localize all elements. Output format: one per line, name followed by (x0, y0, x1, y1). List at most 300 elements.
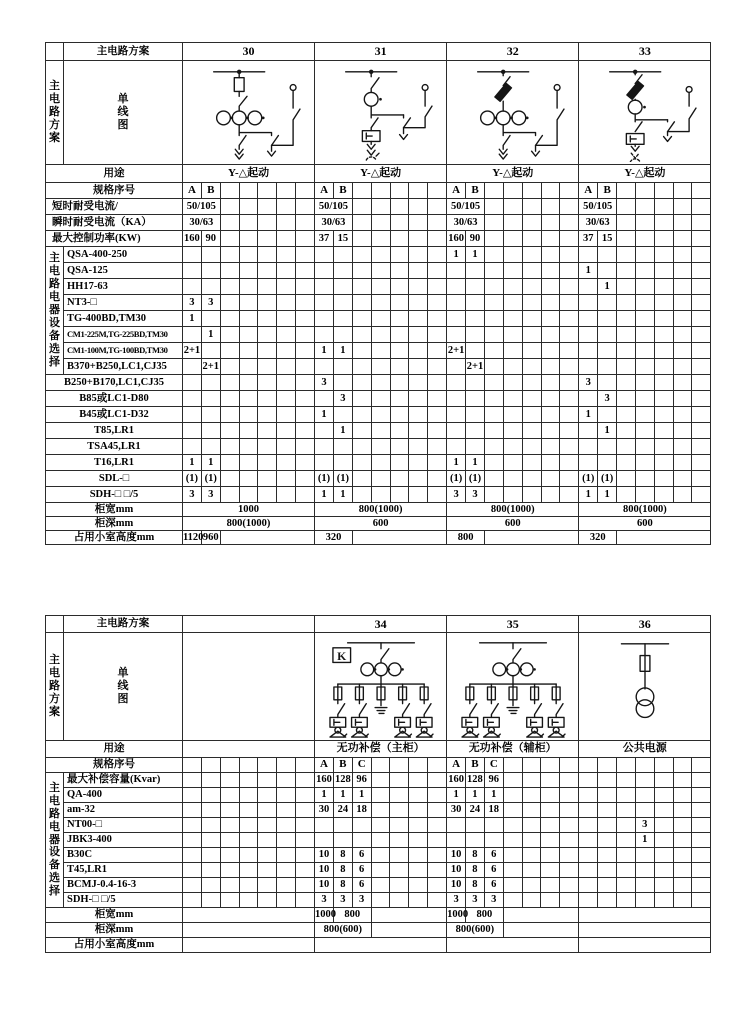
empty-cell (654, 183, 673, 199)
empty-cell (315, 279, 334, 295)
value-cell: 2+1 (466, 359, 485, 375)
empty-cell (579, 908, 711, 923)
empty-cell (333, 295, 352, 311)
row-label: am-32 (64, 803, 183, 818)
empty-cell (617, 359, 636, 375)
value-cell: 30/63 (183, 215, 221, 231)
empty-cell (503, 327, 522, 343)
empty-cell (239, 295, 258, 311)
empty-cell (598, 247, 617, 263)
empty-cell (296, 455, 315, 471)
empty-cell (579, 247, 598, 263)
empty-cell (183, 247, 202, 263)
row-label: B45或LC1-D32 (46, 407, 183, 423)
empty-cell (541, 863, 560, 878)
empty-cell (560, 327, 579, 343)
empty-cell (220, 863, 239, 878)
empty-cell (352, 471, 371, 487)
value-cell: C (352, 758, 371, 773)
value-cell: 800(1000) (447, 503, 579, 517)
empty-cell (352, 391, 371, 407)
value-cell: 1 (315, 487, 334, 503)
empty-cell (522, 375, 541, 391)
empty-cell (598, 893, 617, 908)
empty-cell (692, 263, 711, 279)
row-label: 柜宽mm (46, 503, 183, 517)
value-cell: 8 (466, 848, 485, 863)
empty-cell (617, 199, 636, 215)
empty-cell (258, 471, 277, 487)
empty-cell (277, 327, 296, 343)
empty-cell (258, 279, 277, 295)
empty-cell (390, 407, 409, 423)
empty-cell (466, 407, 485, 423)
empty-cell (183, 375, 202, 391)
empty-cell (617, 375, 636, 391)
empty-cell (522, 455, 541, 471)
value-cell: 15 (598, 231, 617, 247)
empty-cell (579, 279, 598, 295)
empty-cell (277, 439, 296, 455)
value-cell: 3 (315, 893, 334, 908)
empty-cell (409, 893, 428, 908)
empty-cell (560, 295, 579, 311)
empty-cell (371, 923, 447, 938)
row-label: T45,LR1 (64, 863, 183, 878)
empty-cell (503, 818, 522, 833)
empty-cell (352, 311, 371, 327)
empty-cell (541, 788, 560, 803)
empty-cell (560, 279, 579, 295)
empty-cell (541, 263, 560, 279)
empty-cell (409, 423, 428, 439)
empty-cell (541, 311, 560, 327)
empty-cell (315, 311, 334, 327)
row-label: 柜深mm (46, 517, 183, 531)
empty-cell (220, 215, 239, 231)
value-cell: 10 (447, 848, 466, 863)
empty-cell (296, 471, 315, 487)
value-cell: 1120 (183, 531, 204, 543)
empty-cell (277, 773, 296, 788)
empty-cell (503, 878, 522, 893)
empty-cell (541, 359, 560, 375)
empty-cell (277, 343, 296, 359)
value-cell: 1 (315, 407, 334, 423)
empty-cell (296, 407, 315, 423)
empty-cell (352, 247, 371, 263)
empty-cell (560, 893, 579, 908)
empty-cell (541, 487, 560, 503)
empty-cell (183, 788, 202, 803)
value-cell: 1 (333, 487, 352, 503)
diagram-cell-36 (579, 633, 711, 741)
empty-cell (220, 343, 239, 359)
empty-cell (692, 773, 711, 788)
empty-cell (352, 279, 371, 295)
value-cell: (1) (598, 471, 617, 487)
empty-cell (352, 343, 371, 359)
empty-cell (522, 758, 541, 773)
empty-cell (183, 908, 315, 923)
empty-cell (352, 833, 371, 848)
empty-cell (183, 833, 202, 848)
empty-cell (333, 439, 352, 455)
value-cell: 3 (333, 391, 352, 407)
empty-cell (654, 375, 673, 391)
empty-cell (258, 247, 277, 263)
empty-cell (692, 863, 711, 878)
value-cell: 30/63 (315, 215, 353, 231)
empty-cell (673, 423, 692, 439)
empty-cell (352, 295, 371, 311)
empty-cell (579, 391, 598, 407)
empty-cell (352, 423, 371, 439)
side-label-main-circuit-scheme (46, 61, 64, 165)
empty-cell (466, 343, 485, 359)
value-cell: 90 (466, 231, 485, 247)
empty-cell (239, 818, 258, 833)
empty-cell (654, 247, 673, 263)
empty-cell (371, 758, 390, 773)
empty-cell (484, 455, 503, 471)
empty-cell (522, 439, 541, 455)
side-label-equipment-selection (46, 773, 64, 908)
empty-cell (673, 439, 692, 455)
empty-cell (371, 788, 390, 803)
empty-cell (617, 531, 711, 545)
empty-cell (315, 833, 334, 848)
empty-cell (428, 327, 447, 343)
empty-cell (579, 923, 711, 938)
empty-cell (692, 359, 711, 375)
empty-cell (560, 439, 579, 455)
value-cell: 800 (333, 908, 371, 923)
empty-cell (522, 343, 541, 359)
empty-cell (239, 893, 258, 908)
single-line-diagram-36 (579, 635, 711, 739)
empty-cell (522, 818, 541, 833)
empty-cell (503, 848, 522, 863)
empty-cell (617, 455, 636, 471)
row-label: 瞬时耐受电流（KA） (46, 215, 183, 231)
empty-cell (466, 818, 485, 833)
empty-cell (673, 818, 692, 833)
empty-cell (258, 199, 277, 215)
empty-cell (333, 833, 352, 848)
empty-cell (409, 848, 428, 863)
value-cell: 8 (333, 863, 352, 878)
empty-cell (522, 231, 541, 247)
empty-cell (579, 818, 598, 833)
empty-cell (484, 199, 503, 215)
value-cell: 3 (333, 893, 352, 908)
empty-cell (654, 833, 673, 848)
empty-cell (371, 407, 390, 423)
empty-cell (315, 295, 334, 311)
empty-cell (371, 455, 390, 471)
empty-cell (239, 833, 258, 848)
empty-cell (258, 833, 277, 848)
empty-cell (598, 818, 617, 833)
empty-cell (201, 773, 220, 788)
empty-cell (692, 391, 711, 407)
empty-cell (390, 199, 409, 215)
empty-cell (692, 758, 711, 773)
empty-cell (239, 343, 258, 359)
empty-cell (428, 279, 447, 295)
empty-cell (390, 471, 409, 487)
empty-cell (522, 848, 541, 863)
empty-cell (447, 375, 466, 391)
empty-cell (315, 938, 447, 953)
value-cell: 18 (484, 803, 503, 818)
empty-cell (409, 343, 428, 359)
empty-cell (692, 487, 711, 503)
empty-cell (503, 788, 522, 803)
empty-cell (654, 215, 673, 231)
empty-cell (654, 423, 673, 439)
empty-cell (409, 295, 428, 311)
empty-cell (484, 247, 503, 263)
empty-cell (428, 407, 447, 423)
empty-cell (277, 215, 296, 231)
diagram-cell-32 (447, 61, 579, 165)
empty-cell (484, 327, 503, 343)
empty-cell (692, 818, 711, 833)
empty-cell (258, 391, 277, 407)
empty-cell (277, 848, 296, 863)
empty-cell (409, 407, 428, 423)
empty-cell (409, 247, 428, 263)
value-cell: B (598, 183, 617, 199)
empty-cell (201, 878, 220, 893)
empty-cell (560, 359, 579, 375)
empty-cell (258, 803, 277, 818)
empty-cell (447, 818, 466, 833)
value-cell: 1 (333, 788, 352, 803)
empty-cell (183, 803, 202, 818)
empty-cell (315, 263, 334, 279)
empty-cell (560, 215, 579, 231)
empty-cell (296, 343, 315, 359)
empty-cell (447, 833, 466, 848)
usage-row-label: 用途 (46, 741, 183, 758)
empty-cell (635, 247, 654, 263)
empty-cell (503, 908, 579, 923)
empty-cell (522, 247, 541, 263)
value-cell: 1 (598, 279, 617, 295)
row-label: 占用小室高度mm (46, 938, 183, 953)
empty-cell (503, 343, 522, 359)
empty-cell (616, 773, 635, 788)
empty-cell (692, 455, 711, 471)
empty-cell (390, 863, 409, 878)
empty-cell (560, 833, 579, 848)
empty-cell (673, 279, 692, 295)
empty-cell (579, 758, 598, 773)
empty-cell (541, 327, 560, 343)
empty-cell (428, 215, 447, 231)
value-cell: 1000 (447, 908, 466, 923)
empty-cell (220, 279, 239, 295)
empty-cell (617, 471, 636, 487)
empty-cell (654, 407, 673, 423)
empty-cell (522, 391, 541, 407)
empty-cell (409, 439, 428, 455)
value-cell: 128 (333, 773, 352, 788)
empty-cell (692, 311, 711, 327)
empty-cell (277, 878, 296, 893)
empty-cell (522, 183, 541, 199)
value-cell: 1 (579, 407, 598, 423)
empty-cell (503, 407, 522, 423)
empty-cell (333, 247, 352, 263)
side-label-equipment-selection: 主电路电器设备选择 (48, 781, 60, 898)
empty-cell (333, 359, 352, 375)
empty-cell (428, 311, 447, 327)
empty-cell (390, 343, 409, 359)
empty-cell (428, 359, 447, 375)
empty-cell (390, 487, 409, 503)
k-label: K (337, 649, 347, 663)
empty-cell (371, 863, 390, 878)
empty-cell (371, 375, 390, 391)
empty-cell (503, 295, 522, 311)
diagram-cell-blank (183, 633, 315, 741)
empty-cell (635, 311, 654, 327)
value-cell: 1000 (183, 503, 315, 517)
empty-cell (503, 833, 522, 848)
empty-cell (560, 487, 579, 503)
empty-cell (258, 263, 277, 279)
empty-cell (428, 247, 447, 263)
empty-cell (673, 758, 692, 773)
row-label: 柜深mm (46, 923, 183, 938)
empty-cell (183, 848, 202, 863)
value-cell: 1 (315, 788, 334, 803)
empty-cell (239, 311, 258, 327)
empty-cell (503, 375, 522, 391)
empty-cell (352, 375, 371, 391)
empty-cell (352, 439, 371, 455)
empty-cell (296, 327, 315, 343)
table-title: 主电路方案 (64, 43, 183, 61)
empty-cell (654, 327, 673, 343)
empty-cell (503, 471, 522, 487)
empty-cell (635, 848, 654, 863)
empty-cell (541, 471, 560, 487)
empty-cell (428, 487, 447, 503)
value-cell: 90 (201, 231, 220, 247)
empty-cell (560, 199, 579, 215)
empty-cell (560, 773, 579, 788)
empty-cell (258, 343, 277, 359)
empty-cell (692, 215, 711, 231)
empty-cell (692, 247, 711, 263)
empty-cell (352, 818, 371, 833)
empty-cell (315, 423, 334, 439)
empty-cell (428, 455, 447, 471)
empty-cell (201, 423, 220, 439)
empty-cell (673, 375, 692, 391)
empty-cell (239, 215, 258, 231)
single-line-diagram-32 (447, 63, 578, 162)
empty-cell (635, 183, 654, 199)
value-cell: 1 (579, 263, 598, 279)
empty-cell (635, 359, 654, 375)
empty-cell (390, 375, 409, 391)
row-label: TSA45,LR1 (46, 439, 183, 455)
empty-cell (598, 343, 617, 359)
empty-cell (673, 343, 692, 359)
empty-cell (541, 343, 560, 359)
empty-cell (579, 773, 598, 788)
empty-cell (541, 215, 560, 231)
value-cell: 3 (201, 295, 220, 311)
empty-cell (560, 788, 579, 803)
empty-cell (484, 818, 503, 833)
empty-cell (409, 758, 428, 773)
empty-cell (258, 773, 277, 788)
empty-cell (258, 407, 277, 423)
value-cell: 37 (315, 231, 334, 247)
value-cell: A (447, 758, 466, 773)
value-cell: 6 (484, 863, 503, 878)
empty-cell (692, 295, 711, 311)
empty-cell (617, 183, 636, 199)
empty-cell (296, 247, 315, 263)
row-label: B85或LC1-D80 (46, 391, 183, 407)
empty-cell (598, 833, 617, 848)
value-cell: (1) (333, 471, 352, 487)
empty-cell (673, 231, 692, 247)
empty-cell (692, 343, 711, 359)
empty-cell (296, 231, 315, 247)
value-cell: 320 (315, 531, 353, 545)
empty-cell (371, 183, 390, 199)
empty-cell (201, 863, 220, 878)
row-label: 占用小室高度mm (46, 531, 183, 545)
empty-cell (579, 343, 598, 359)
empty-cell (560, 407, 579, 423)
empty-cell (333, 455, 352, 471)
empty-cell (220, 893, 239, 908)
empty-cell (522, 327, 541, 343)
empty-cell (673, 215, 692, 231)
row-label: QSA-400-250 (64, 247, 183, 263)
empty-cell (258, 455, 277, 471)
empty-cell (428, 893, 447, 908)
empty-cell (409, 455, 428, 471)
main-circuit-table-schemes-34-36 (45, 615, 711, 953)
empty-cell (371, 439, 390, 455)
value-cell: A (579, 183, 598, 199)
empty-cell (277, 359, 296, 375)
empty-cell (352, 231, 371, 247)
empty-cell (560, 818, 579, 833)
empty-cell (673, 295, 692, 311)
empty-cell (371, 279, 390, 295)
empty-cell (466, 423, 485, 439)
empty-cell (352, 263, 371, 279)
empty-cell (239, 455, 258, 471)
row-label: B30C (64, 848, 183, 863)
empty-cell (579, 833, 598, 848)
value-cell: 1 (466, 247, 485, 263)
usage-value: Y-△起动 (183, 165, 315, 183)
empty-cell (409, 863, 428, 878)
